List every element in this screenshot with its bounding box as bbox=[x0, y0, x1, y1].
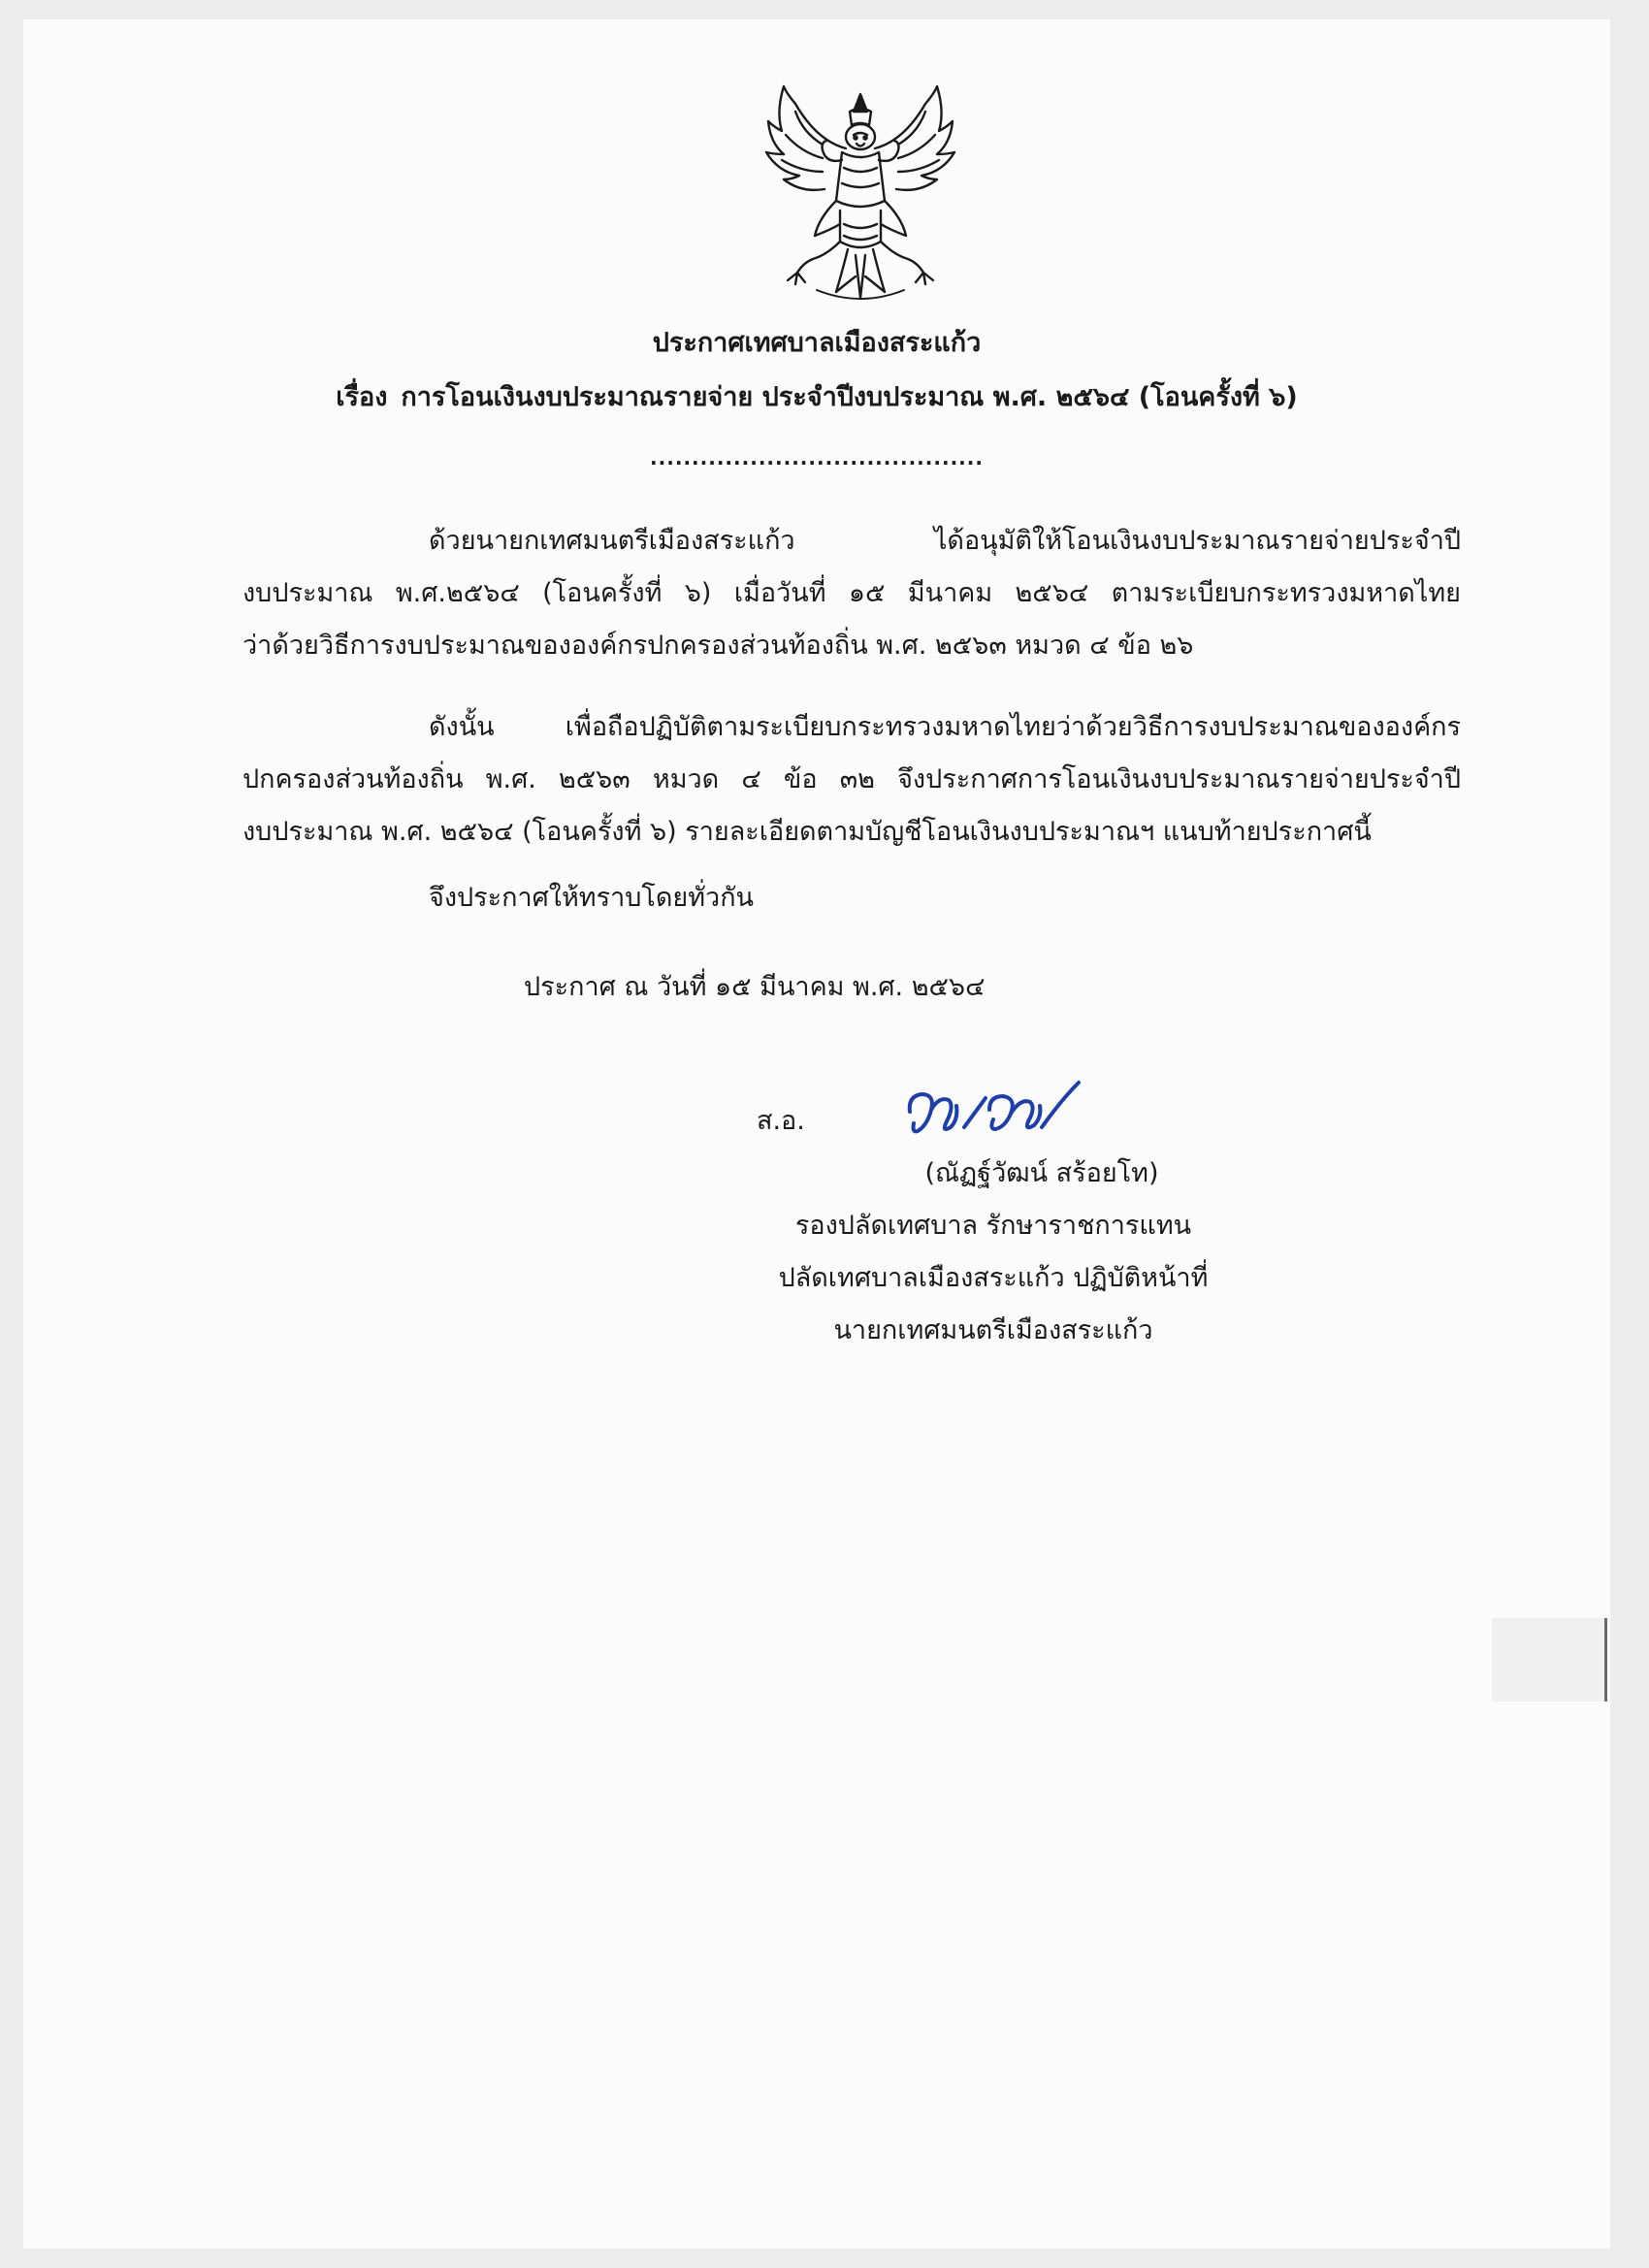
paragraph2-line1-text: ดังนั้น เพื่อถือปฏิบัติตามระเบียบกระทรวงมหาดไทยว่าด้วยวิธีการงบประมาณขององค์กร bbox=[429, 712, 1461, 742]
paragraph1-line2-text: งบประมาณ พ.ศ.๒๕๖๔ (โอนครั้งที่ ๖) เมื่อวันที่ ๑๕ มีนาคม ๒๕๖๔ ตามระเบียบกระทรวงมหาดไทย bbox=[242, 578, 1461, 608]
paragraph1-line1 bbox=[429, 524, 1461, 559]
announcement-title: ประกาศเทศบาลเมืองสระแก้ว bbox=[652, 328, 982, 358]
paragraph2-line1 bbox=[429, 710, 1461, 745]
announcement-subject bbox=[23, 380, 1610, 415]
paragraph2-line2-text: ปกครองส่วนท้องถิ่น พ.ศ. ๒๕๖๓ หมวด ๔ ข้อ ๓๒ จึงประกาศการโอนเงินงบประมาณรายจ่ายประจำปี bbox=[242, 764, 1461, 794]
scan-edge-shade bbox=[1492, 1618, 1606, 1701]
scan-edge-mark bbox=[1604, 1618, 1607, 1701]
closing-statement: จึงประกาศให้ทราบโดยทั่วกัน bbox=[429, 883, 754, 913]
signatory-name: (ณัฏฐ์วัฒน์ สร้อยโท) bbox=[924, 1158, 1159, 1188]
paragraph2-line2 bbox=[242, 762, 1461, 797]
garuda-emblem-icon bbox=[759, 82, 962, 306]
signatory-position-line1: รองปลัดเทศบาล รักษาราชการแทน bbox=[794, 1211, 1192, 1241]
subject-label: เรื่อง bbox=[336, 382, 388, 412]
handwritten-signature bbox=[896, 1077, 1090, 1145]
dotted-separator: ........................................ bbox=[650, 446, 984, 470]
subject-text: การโอนเงินงบประมาณรายจ่าย ประจำปีงบประมาณ พ.ศ. ๒๕๖๔ (โอนครั้งที่ ๖) bbox=[401, 382, 1298, 412]
signature-initials: ส.อ. bbox=[757, 1106, 805, 1136]
paragraph2-line3: งบประมาณ พ.ศ. ๒๕๖๔ (โอนครั้งที่ ๖) รายละเอียดตามบัญชีโอนเงินงบประมาณฯ แนบท้ายประกาศนี้ bbox=[242, 817, 1372, 847]
document-page bbox=[23, 19, 1610, 2249]
paragraph1-line2 bbox=[242, 576, 1461, 611]
paragraph1-line3: ว่าด้วยวิธีการงบประมาณขององค์กรปกครองส่วนท้องถิ่น พ.ศ. ๒๕๖๓ หมวด ๔ ข้อ ๒๖ bbox=[242, 631, 1194, 661]
signatory-position-line2: ปลัดเทศบาลเมืองสระแก้ว ปฏิบัติหน้าที่ bbox=[778, 1263, 1209, 1293]
announce-date: ประกาศ ณ วันที่ ๑๕ มีนาคม พ.ศ. ๒๕๖๔ bbox=[524, 972, 986, 1002]
paragraph1-line1-text: ด้วยนายกเทศมนตรีเมืองสระแก้ว ได้อนุมัติให้โอนเงินงบประมาณรายจ่ายประจำปี bbox=[429, 526, 1461, 556]
signatory-position-line3: นายกเทศมนตรีเมืองสระแก้ว bbox=[833, 1315, 1153, 1345]
